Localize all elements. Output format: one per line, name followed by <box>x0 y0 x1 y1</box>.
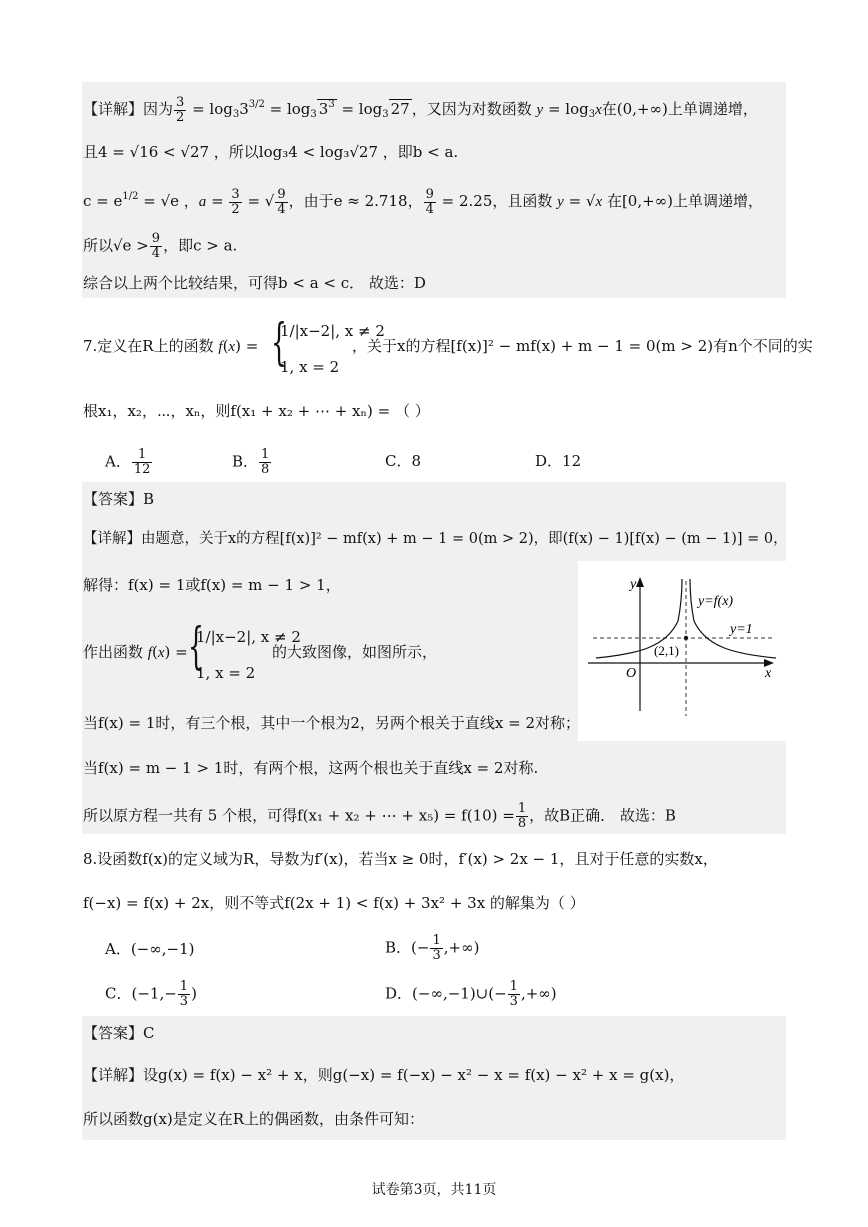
q8-option-d: D．(−∞,−1)∪(− $\frac{1}{3}$ ,+∞) <box>385 979 557 1009</box>
q7-detail-case-2: 1, x = 2 <box>196 664 256 682</box>
y-axis-arrow <box>636 577 644 587</box>
q7-detail-3b: 的大致图像，如图所示， <box>272 643 438 661</box>
q7-detail-2: 解得：f(x) = 1或f(x) = m − 1 > 1， <box>83 576 341 594</box>
detail-line-1: 【详解】因为 $\frac{3}{2}$ = $\log_33^{3/2} = \log_3 3^3 = \log_3 27$ ，又因为对数函数 $y = \log_3x$在(0,+∞)上单调递增， <box>83 94 758 125</box>
origin-label: O <box>626 666 637 681</box>
q8-answer: 【答案】C <box>83 1024 155 1042</box>
q8-detail-1: 【详解】设g(x) = f(x) − x² + x，则g(−x) = f(−x) − x² − x = f(x) − x² + x = g(x)， <box>83 1066 685 1084</box>
q7-option-b: B． $\frac{1}{8}$ <box>232 447 270 477</box>
q7-option-d: D．12 <box>535 452 582 470</box>
q7-detail-4: 当f(x) = 1时，有三个根，其中一个根为2，另两个根关于直线x = 2对称； <box>83 714 581 732</box>
x-axis-label: x <box>765 666 772 681</box>
q8-option-c: C．(−1,− $\frac{1}{3}$ ) <box>105 979 197 1009</box>
q7-detail-brace: { <box>187 617 204 675</box>
detail-line-3: $c = e^{1/2} = √e$ ，a = $\frac{3}{2}$ = √ $\frac{9}{4}$ ，由于e ≈ 2.718， $\frac{9}{4}$ = 2.25，且函数 y = √x 在[0,+∞)上单调递增， <box>83 186 764 217</box>
detail-line-5: 综合以上两个比较结果，可得b < a < c． 故选：D <box>83 274 426 292</box>
curve-label: y=f(x) <box>698 594 734 609</box>
q7-option-c: C．8 <box>385 452 422 470</box>
detail-line-2: 且4 = √16 < √27 ，所以log₃4 < log₃√27 ，即b < a. <box>83 143 459 161</box>
q8-detail-2: 所以函数g(x)是定义在R上的偶函数，由条件可知： <box>83 1110 425 1128</box>
q7-detail-3: 作出函数 f(x) = <box>83 643 188 661</box>
q7-stem-c: 根x₁，x₂，⋯，xₙ，则f(x₁ + x₂ + ⋯ + xₙ) = （ ） <box>83 402 430 420</box>
function-graph <box>578 561 786 741</box>
q7-option-a: A． $\frac{1}{12}$ <box>105 447 151 477</box>
q7-detail-5: 当f(x) = m − 1 > 1时，有两个根，这两个根也关于直线x = 2对称. <box>83 759 539 777</box>
q7-answer: 【答案】B <box>83 490 155 508</box>
graph-svg <box>578 561 786 741</box>
y-axis-label: y <box>630 577 637 592</box>
q7-detail-6: 所以原方程一共有 5 个根，可得f(x₁ + x₂ + ⋯ + x₅) = f(10) = $\frac{1}{8}$ ，故B正确． 故选：B <box>83 801 676 831</box>
q7-case-2: 1, x = 2 <box>280 358 340 376</box>
q7-detail-case-1: 1/|x−2|, x ≠ 2 <box>196 628 301 646</box>
q7-detail-1: 【详解】由题意，关于x的方程[f(x)]² − mf(x) + m − 1 = 0(m > 2)，即(f(x) − 1)[f(x) − (m − 1)] = 0， <box>83 531 788 547</box>
q7-stem: 7.定义在R上的函数 f(x) = <box>83 337 259 355</box>
q8-option-b: B．(− $\frac{1}{3}$ ,+∞) <box>385 933 480 963</box>
page-footer: 试卷第3页，共11页 <box>371 1182 497 1198</box>
q7-case-1: 1/|x−2|, x ≠ 2 <box>280 322 385 340</box>
q8-stem-2: f(−x) = f(x) + 2x，则不等式f(2x + 1) < f(x) + 3x² + 3x 的解集为（ ） <box>83 894 585 912</box>
q8-option-a: A．(−∞,−1) <box>105 940 195 958</box>
curve-right-branch <box>690 579 776 658</box>
line-label: y=1 <box>730 622 753 637</box>
q7-piecewise-brace: { <box>270 313 287 371</box>
q7-stem-b: ，关于x的方程[f(x)]² − mf(x) + m − 1 = 0(m > 2)有n个不同的实 <box>352 337 813 355</box>
detail-line-4: 所以√e > $\frac{9}{4}$ ，即c > a. <box>83 231 238 261</box>
point-label: (2,1) <box>654 643 679 658</box>
point-2-1 <box>684 636 688 640</box>
q8-stem-1: 8.设函数f(x)的定义域为R，导数为f′(x)，若当x ≥ 0时，f′(x) > 2x − 1，且对于任意的实数x， <box>83 850 718 868</box>
